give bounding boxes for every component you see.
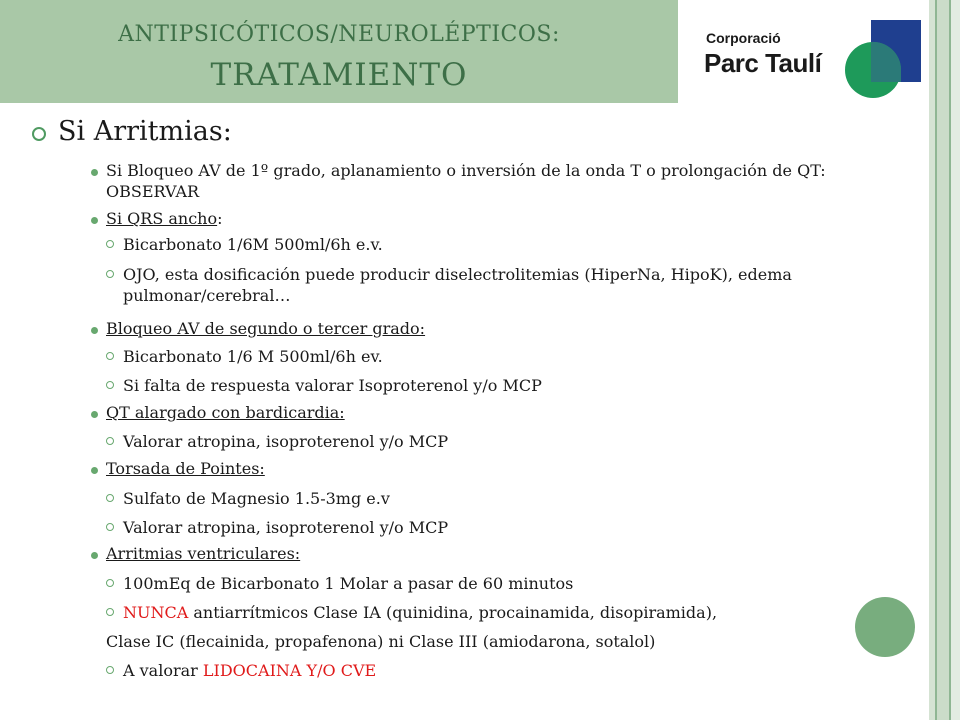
title-line-2: TRATAMIENTO xyxy=(210,57,468,93)
logo-big-text: Parc Taulí xyxy=(704,48,822,78)
title-band xyxy=(0,0,678,103)
bullet-dot-icon xyxy=(91,327,98,334)
bullet-dot-icon xyxy=(91,169,98,176)
bullet-dot-icon xyxy=(91,467,98,474)
sub-ring-icon xyxy=(106,666,114,674)
logo-shapes-icon xyxy=(843,16,925,98)
sub-item: OJO, esta dosificación puede producir diselectrolitemias (HiperNa, HipoK), edema pulmonar/cerebral… xyxy=(123,265,792,305)
heading-ring-icon xyxy=(32,127,46,141)
bullet-qt-alargado: QT alargado con bardicardia: xyxy=(106,403,345,422)
section-heading: Si Arritmias: xyxy=(58,116,232,147)
nunca-text: antiarrítmicos Clase IA (quinidina, procainamida, disopiramida), xyxy=(188,603,718,622)
sub-ring-icon xyxy=(106,381,114,389)
bullet-dot-icon xyxy=(91,411,98,418)
sub-item: Bicarbonato 1/6M 500ml/6h e.v. xyxy=(123,235,383,254)
lidocaina-warning: LIDOCAINA Y/O CVE xyxy=(202,661,377,680)
lidocaina-prefix: A valorar xyxy=(123,661,203,680)
sub-ring-icon xyxy=(106,270,114,278)
bullet-dot-icon xyxy=(91,552,98,559)
bullet-arritmias-ventriculares: Arritmias ventriculares: xyxy=(106,544,301,563)
sub-ring-icon xyxy=(106,494,114,502)
bullet-av-block-1: Si Bloqueo AV de 1º grado, aplanamiento o inversión de la onda T o prolongación de QT: OBSERVAR xyxy=(106,161,826,201)
sub-item-continuation: Clase IC (flecainida, propafenona) ni Clase III (amiodarona, sotalol) xyxy=(106,632,656,651)
sub-ring-icon xyxy=(106,579,114,587)
sub-ring-icon xyxy=(106,523,114,531)
sub-item: 100mEq de Bicarbonato 1 Molar a pasar de 60 minutos xyxy=(123,574,574,593)
logo-small-text: Corporació xyxy=(706,30,781,46)
sub-item: Valorar atropina, isoproterenol y/o MCP xyxy=(123,518,449,537)
sub-ring-icon xyxy=(106,608,114,616)
bullet-av-block-2-3: Bloqueo AV de segundo o tercer grado: xyxy=(106,319,426,338)
qrs-label: Si QRS ancho xyxy=(106,209,218,228)
sub-item: Valorar atropina, isoproterenol y/o MCP xyxy=(123,432,449,451)
sub-item: Sulfato de Magnesio 1.5-3mg e.v xyxy=(123,489,390,508)
sub-item: Si falta de respuesta valorar Isoproterenol y/o MCP xyxy=(123,376,542,395)
parc-tauli-logo xyxy=(688,8,928,100)
bullet-qrs-ancho: Si QRS ancho: xyxy=(106,209,223,228)
title-line-1: ANTIPSICÓTICOS/NEUROLÉPTICOS: xyxy=(118,22,560,47)
bullet-torsada: Torsada de Pointes: xyxy=(106,459,265,478)
nunca-warning: NUNCA xyxy=(123,603,189,622)
sub-ring-icon xyxy=(106,437,114,445)
sub-ring-icon xyxy=(106,352,114,360)
bullet-dot-icon xyxy=(91,217,98,224)
sub-item: Bicarbonato 1/6 M 500ml/6h ev. xyxy=(123,347,383,366)
sub-ring-icon xyxy=(106,240,114,248)
sub-item-lidocaina xyxy=(123,660,883,681)
right-stripe-decoration xyxy=(929,0,960,720)
sub-item-nunca xyxy=(123,602,883,623)
